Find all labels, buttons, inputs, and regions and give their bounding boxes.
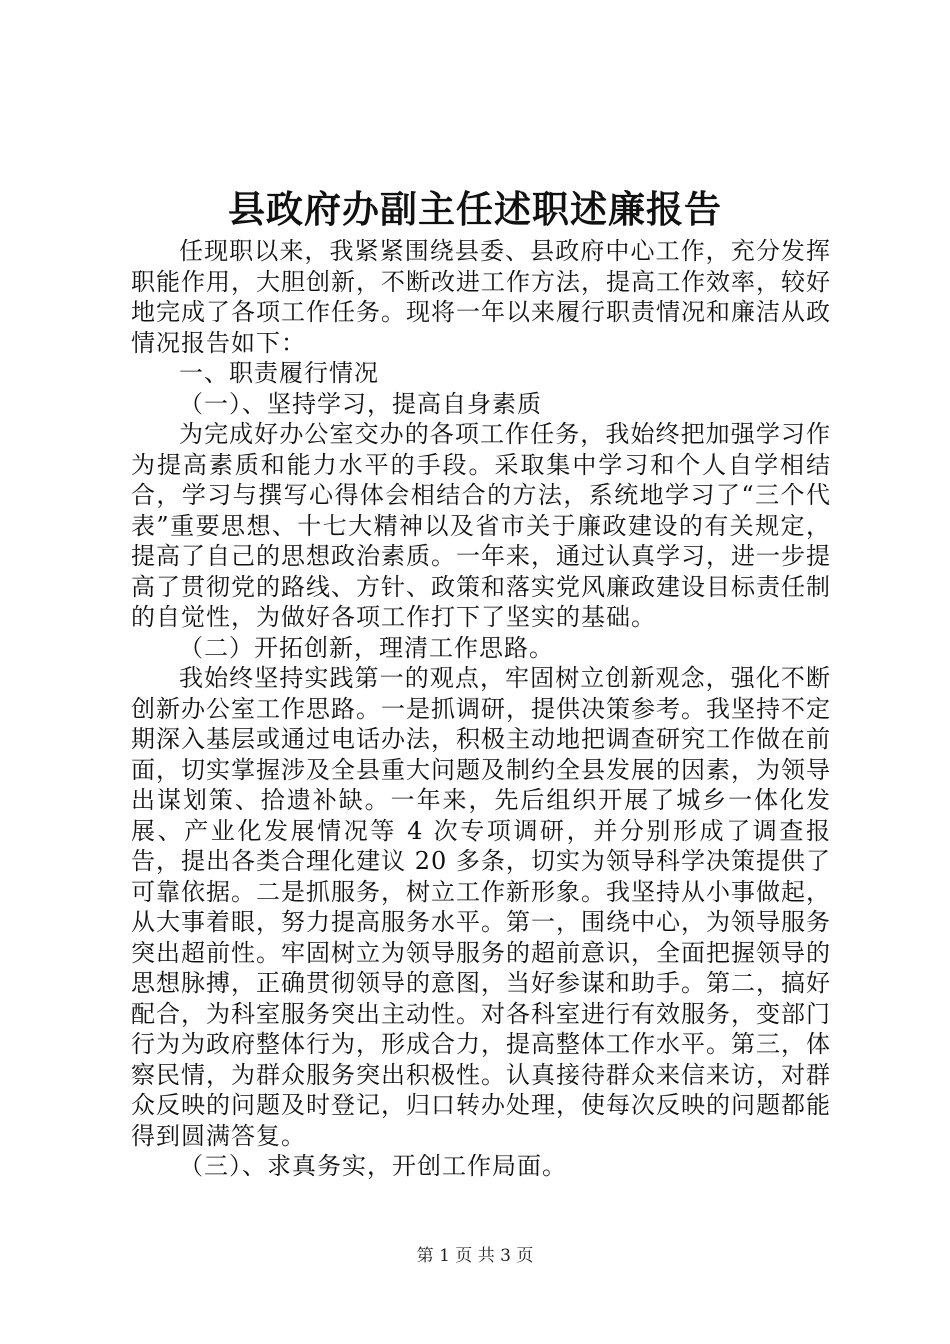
- section-heading-1: 一、职责履行情况: [179, 359, 379, 387]
- innovation-paragraph: 我始终坚持实践第一的观点，牢固树立创新观念，强化不断创新办公室工作思路。一是抓调研，提供决策参考。我坚持不定期深入基层或通过电话办法，积极主动地把调查研究工作做在前面，切实掌握涉及全县重大问题及制约全县发展的因素，为领导出谋划策、拾遗补缺。一年来，先后组织开展了城乡一体化发展、产业化发展情况等 4 次专项调研，并分别形成了调查报告，提出各类合理化建议 20 多条，切实为领导科学决策提供了可靠依据。二是抓服务，树立工作新形象。我坚持从小事做起，从大事着眼，努力提高服务水平。第一，围绕中心，为领导服务突出超前性。牢固树立为领导服务的超前意识，全面把握领导的思想脉搏，正确贯彻领导的意图，当好参谋和助手。第二，搞好配合，为科室服务突出主动性。对各科室进行有效服务，变部门行为为政府整体行为，形成合力，提高整体工作水平。第三，体察民情，为群众服务突出积极性。认真接待群众来信来访，对群众反映的问题及时登记，归口转办处理，使每次反映的问题都能得到圆满答复。: [131, 664, 831, 1150]
- subsection-heading-3: （三）、求真务实，开创工作局面。: [179, 1152, 567, 1180]
- subsection-heading-1: （一）、坚持学习，提高自身素质: [179, 389, 542, 418]
- document-title: 县政府办副主任述职述廉报告: [228, 187, 722, 231]
- document-body: [131, 236, 831, 1182]
- page-footer: 第 1 页 共 3 页: [416, 1246, 534, 1266]
- subsection-heading-2: （二）开拓创新，理清工作思路。: [179, 633, 554, 662]
- study-paragraph: 为完成好办公室交办的各项工作任务，我始终把加强学习作为提高素质和能力水平的手段。采取集中学习和个人自学相结合，学习与撰写心得体会相结合的方法，系统地学习了“三个代表”重要思想、十七大精神以及省市关于廉政建设的有关规定，提高了自己的思想政治素质。一年来，通过认真学习，进一步提高了贯彻党的路线、方针、政策和落实党风廉政建设目标责任制的自觉性，为做好各项工作打下了坚实的基础。: [131, 420, 831, 631]
- intro-paragraph: 任现职以来，我紧紧围绕县委、县政府中心工作，充分发挥职能作用，大胆创新，不断改进工作方法，提高工作效率，较好地完成了各项工作任务。现将一年以来履行职责情况和廉洁从政情况报告如下：: [131, 237, 831, 357]
